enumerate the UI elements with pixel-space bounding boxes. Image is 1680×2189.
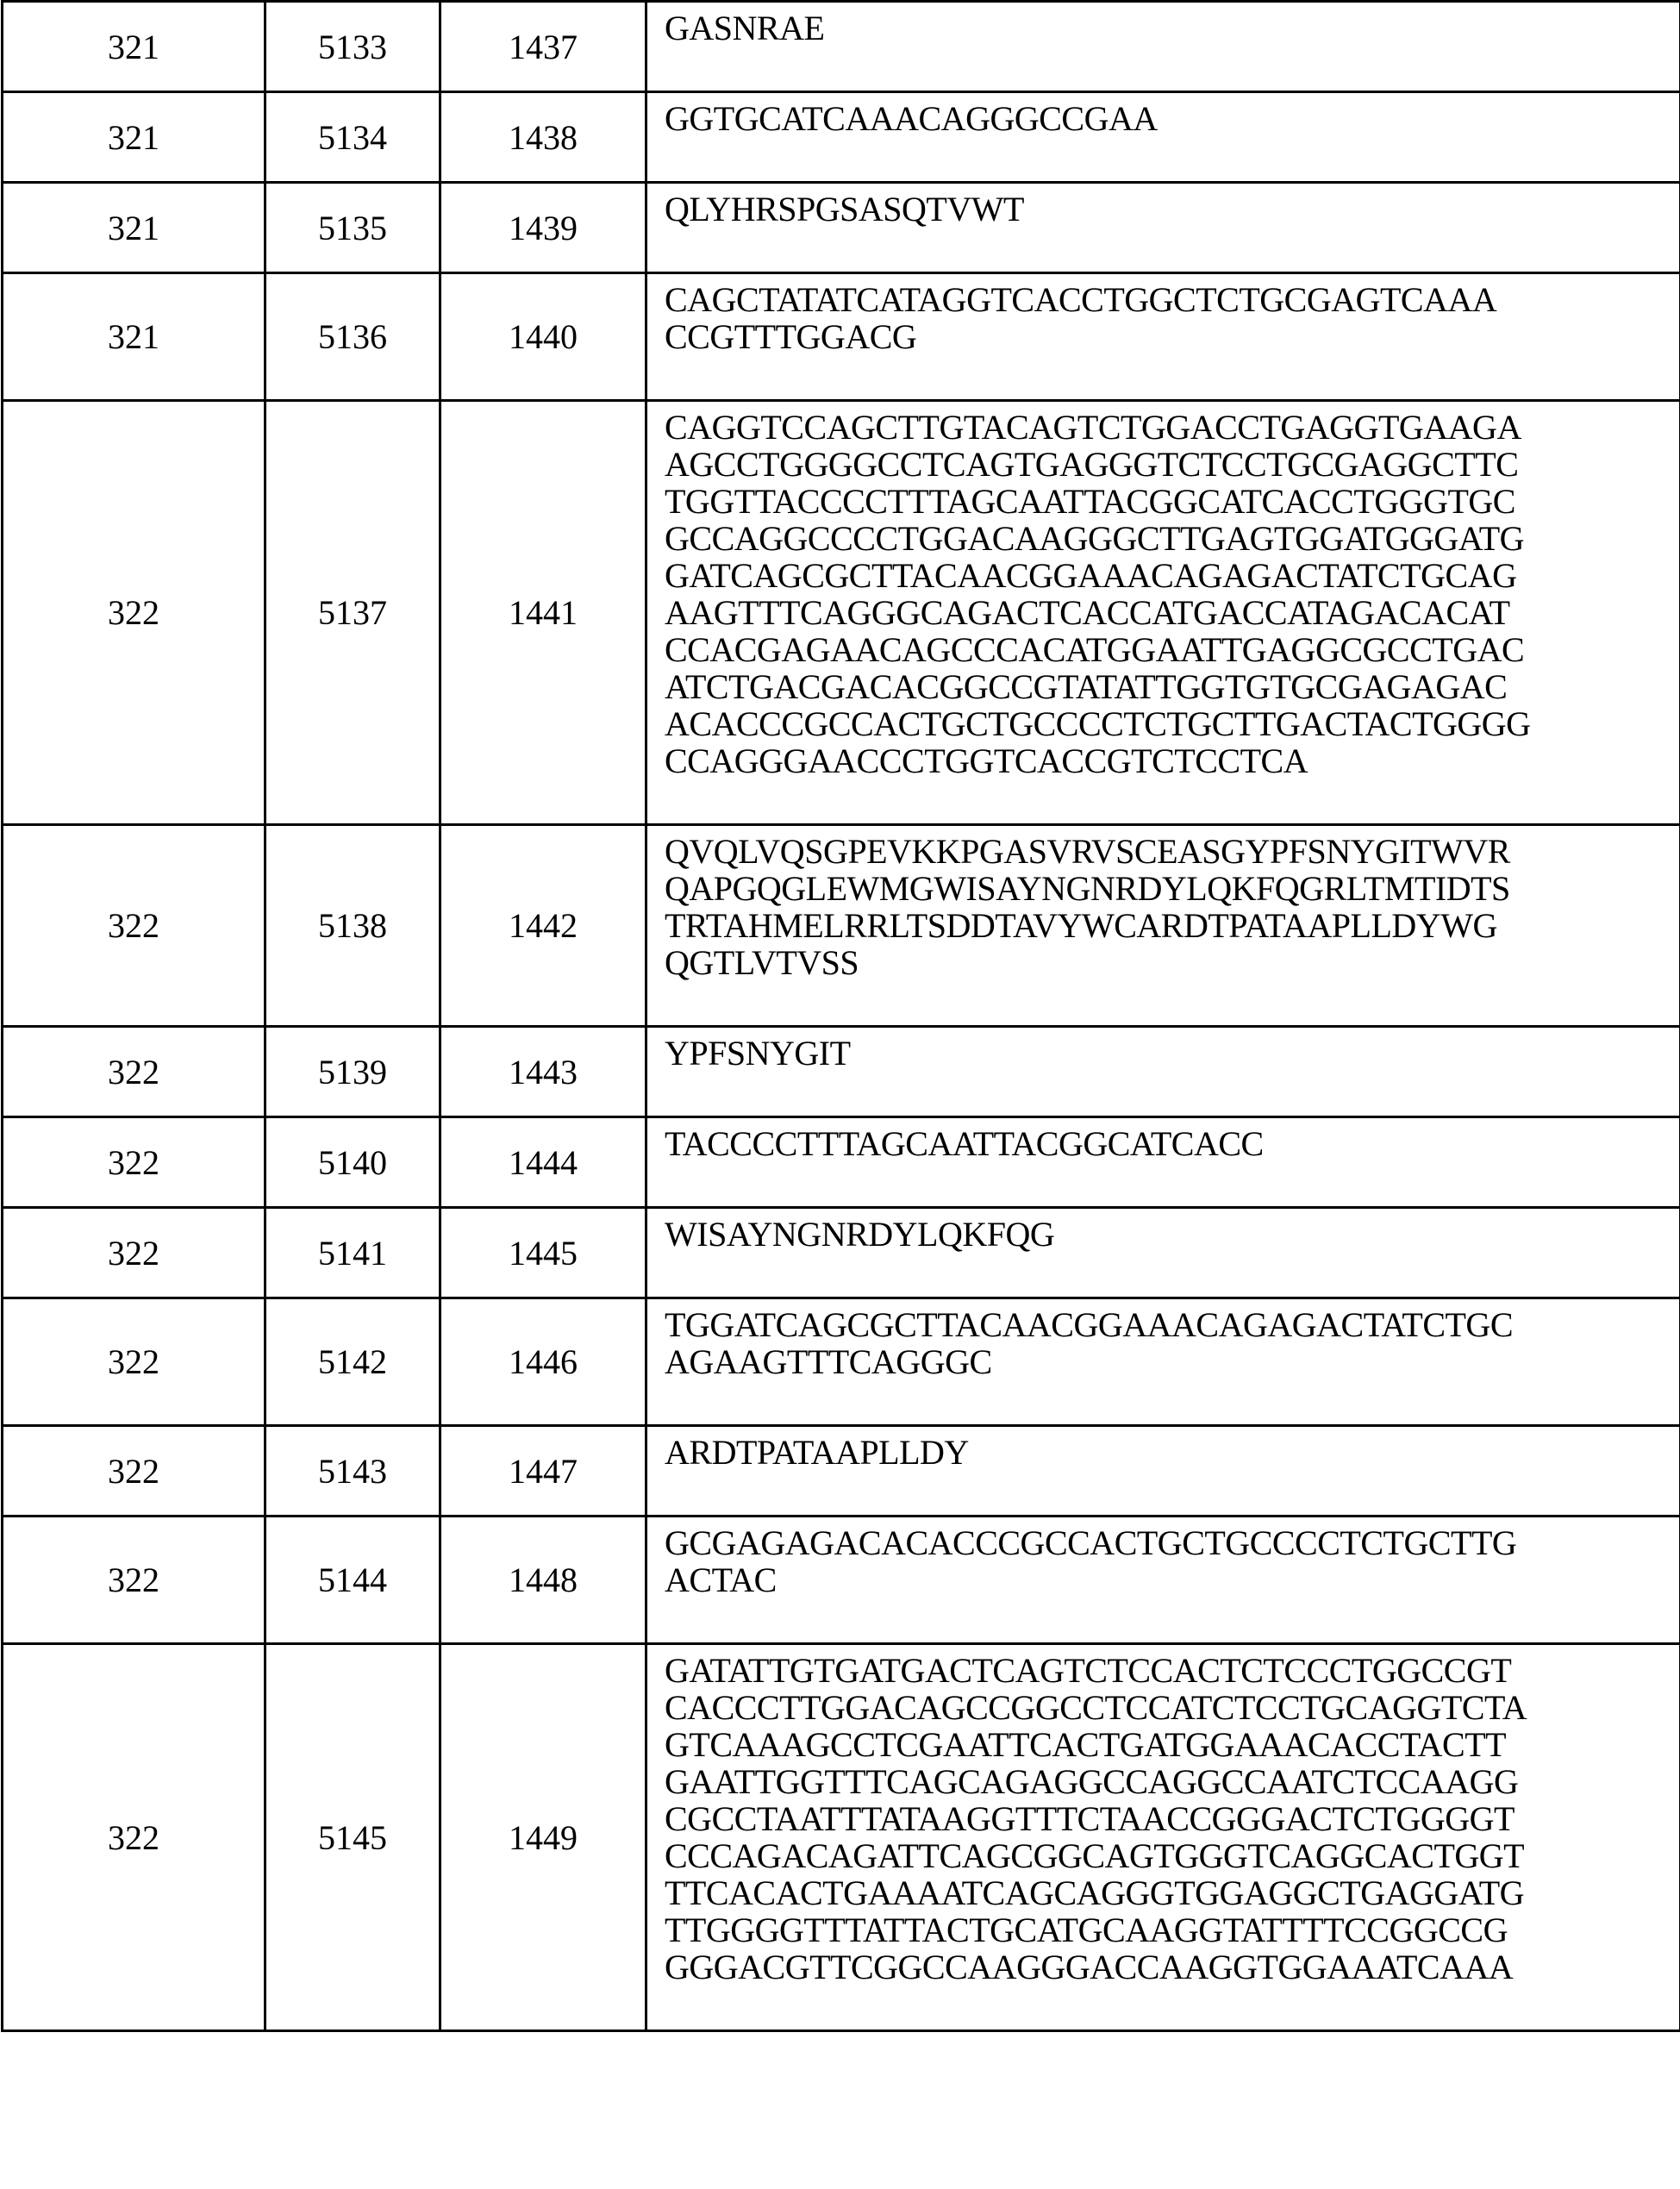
seq-id-cell — [265, 1298, 440, 1426]
group-id: 322 — [3, 1343, 264, 1380]
sequence-text: CAGGTCCAGCTTGTACAGTCTGGACCTGAGGTGAAGA AGCCTGGGGCCTCAGTGAGGGTCTCCTGCGAGGCTTC TGGTTACCCCTTTAGCAATTACGGCATCACCTGGGTGC GCCAGGCCCCTGGACAAGGGCTTGAGTGGATGGGATG GATCAGCGCTTACAACGGAAACAGAGACTATCTGCAG AAGTTTCAGGGCAGACTCACCATGACCATAGACACAT CCACGAGAACAGCCCACATGGAATTGAGGCGCCTGAC ATCTGACGACACGGCCGTATATTGGTGTGCGAGAGAC ACACCCGCCACTGCTGCCCCTCTGCTTGACTACTGGGG CCAGGGAACCCTGGTCACCGTCTCCTCA — [665, 408, 1531, 780]
sequence-table — [1, 0, 1680, 2032]
group-id: 321 — [3, 318, 264, 355]
group-id: 321 — [3, 119, 264, 156]
group-id-cell — [3, 1426, 265, 1517]
seq-id-cell — [265, 1117, 440, 1208]
index-cell — [440, 1426, 646, 1517]
sequence-index: 1444 — [441, 1144, 645, 1181]
sequence-id: 5144 — [266, 1561, 439, 1598]
sequence-cell — [646, 401, 1680, 825]
table-row — [3, 825, 1680, 1027]
sequence-index: 1438 — [441, 119, 645, 156]
group-id: 321 — [3, 28, 264, 66]
sequence-index: 1445 — [441, 1235, 645, 1272]
sequence-index: 1448 — [441, 1561, 645, 1598]
table-row — [3, 1027, 1680, 1117]
seq-id-cell — [265, 273, 440, 401]
sequence-text: TGGATCAGCGCTTACAACGGAAACAGAGACTATCTGC AGAAGTTTCAGGGC — [665, 1305, 1513, 1381]
index-cell — [440, 401, 646, 825]
group-id-cell — [3, 1517, 265, 1644]
sequence-cell — [646, 1644, 1680, 2031]
index-cell — [440, 1517, 646, 1644]
seq-id-cell — [265, 1027, 440, 1117]
group-id-cell — [3, 2, 265, 92]
index-cell — [440, 273, 646, 401]
sequence-cell — [646, 825, 1680, 1027]
table-row — [3, 1117, 1680, 1208]
seq-id-cell — [265, 1208, 440, 1298]
group-id: 322 — [3, 1819, 264, 1856]
sequence-text: QLYHRSPGSASQTVWT — [665, 190, 1024, 228]
sequence-text: TACCCCTTTAGCAATTACGGCATCACC — [665, 1124, 1264, 1163]
group-id-cell — [3, 1298, 265, 1426]
sequence-index: 1442 — [441, 907, 645, 944]
sequence-id: 5142 — [266, 1343, 439, 1380]
sequence-cell — [646, 92, 1680, 183]
group-id-cell — [3, 1644, 265, 2031]
sequence-index: 1437 — [441, 28, 645, 66]
seq-id-cell — [265, 401, 440, 825]
sequence-id: 5138 — [266, 907, 439, 944]
group-id-cell — [3, 825, 265, 1027]
index-cell — [440, 1298, 646, 1426]
sequence-index: 1449 — [441, 1819, 645, 1856]
index-cell — [440, 183, 646, 273]
sequence-text: GGTGCATCAAACAGGGCCGAA — [665, 99, 1158, 138]
group-id-cell — [3, 183, 265, 273]
seq-id-cell — [265, 183, 440, 273]
sequence-text: GCGAGAGACACACCCGCCACTGCTGCCCCTCTGCTTG ACTAC — [665, 1523, 1516, 1599]
group-id-cell — [3, 401, 265, 825]
sequence-id: 5141 — [266, 1235, 439, 1272]
sequence-cell — [646, 1426, 1680, 1517]
group-id-cell — [3, 1208, 265, 1298]
group-id: 322 — [3, 907, 264, 944]
index-cell — [440, 1208, 646, 1298]
sequence-text: GASNRAE — [665, 9, 824, 47]
sequence-id: 5135 — [266, 210, 439, 247]
group-id: 322 — [3, 1054, 264, 1091]
sequence-cell — [646, 183, 1680, 273]
table-row — [3, 1644, 1680, 2031]
group-id: 322 — [3, 1453, 264, 1490]
table-row — [3, 1517, 1680, 1644]
sequence-id: 5140 — [266, 1144, 439, 1181]
sequence-cell — [646, 1517, 1680, 1644]
group-id-cell — [3, 1027, 265, 1117]
seq-id-cell — [265, 825, 440, 1027]
sequence-index: 1439 — [441, 210, 645, 247]
index-cell — [440, 1117, 646, 1208]
group-id: 322 — [3, 1235, 264, 1272]
sequence-cell — [646, 1117, 1680, 1208]
sequence-text: WISAYNGNRDYLQKFQG — [665, 1215, 1054, 1254]
sequence-id: 5143 — [266, 1453, 439, 1490]
table-row — [3, 92, 1680, 183]
sequence-id: 5134 — [266, 119, 439, 156]
sequence-index: 1446 — [441, 1343, 645, 1380]
table-row — [3, 1208, 1680, 1298]
sequence-id: 5137 — [266, 594, 439, 631]
sequence-cell — [646, 1298, 1680, 1426]
sequence-index: 1443 — [441, 1054, 645, 1091]
table-row — [3, 2, 1680, 92]
sequence-id: 5145 — [266, 1819, 439, 1856]
sequence-text: QVQLVQSGPEVKKPGASVRVSCEASGYPFSNYGITWVR QAPGQGLEWMGWISAYNGNRDYLQKFQGRLTMTIDTS TRTAHMELRRLTSDDTAVYWCARDTPATAAPLLDYWG QGTLVTVSS — [665, 832, 1510, 982]
table-row — [3, 183, 1680, 273]
group-id: 322 — [3, 1144, 264, 1181]
index-cell — [440, 1027, 646, 1117]
sequence-index: 1440 — [441, 318, 645, 355]
sequence-table-body — [3, 2, 1680, 2031]
group-id: 322 — [3, 594, 264, 631]
sequence-text: YPFSNYGIT — [665, 1034, 851, 1073]
seq-id-cell — [265, 1426, 440, 1517]
group-id-cell — [3, 92, 265, 183]
index-cell — [440, 92, 646, 183]
sequence-text: CAGCTATATCATAGGTCACCTGGCTCTGCGAGTCAAA CCGTTTGGACG — [665, 280, 1496, 356]
seq-id-cell — [265, 1644, 440, 2031]
seq-id-cell — [265, 92, 440, 183]
index-cell — [440, 825, 646, 1027]
sequence-cell — [646, 2, 1680, 92]
sequence-id: 5136 — [266, 318, 439, 355]
sequence-index: 1447 — [441, 1453, 645, 1490]
sequence-index: 1441 — [441, 594, 645, 631]
sequence-text: ARDTPATAAPLLDY — [665, 1433, 969, 1472]
group-id-cell — [3, 273, 265, 401]
sequence-id: 5133 — [266, 28, 439, 66]
table-row — [3, 1298, 1680, 1426]
group-id: 322 — [3, 1561, 264, 1598]
group-id-cell — [3, 1117, 265, 1208]
table-row — [3, 1426, 1680, 1517]
sequence-text: GATATTGTGATGACTCAGTCTCCACTCTCCCTGGCCGT CACCCTTGGACAGCCGGCCTCCATCTCCTGCAGGTCTA GTCAAAGCCTCGAATTCACTGATGGAAACACCTACTT GAATTGGTTTCAGCAGAGGCCAGGCCAATCTCCAAGG CGCCTAATTTATAAGGTTTCTAACCGGGACTCTGGGGT CCCAGACAGATTCAGCGGCAGTGGGTCAGGCACTGGT TTCACACTGAAAATCAGCAGGGTGGAGGCTGAGGATG TTGGGGTTTATTACTGCATGCAAGGTATTTTCCGGCCG GGGACGTTCGGCCAAGGGACCAAGGTGGAAATCAAA — [665, 1651, 1527, 1986]
index-cell — [440, 1644, 646, 2031]
sequence-cell — [646, 273, 1680, 401]
seq-id-cell — [265, 1517, 440, 1644]
table-row — [3, 273, 1680, 401]
seq-id-cell — [265, 2, 440, 92]
sequence-cell — [646, 1208, 1680, 1298]
group-id: 321 — [3, 210, 264, 247]
table-row — [3, 401, 1680, 825]
sequence-id: 5139 — [266, 1054, 439, 1091]
sequence-cell — [646, 1027, 1680, 1117]
index-cell — [440, 2, 646, 92]
